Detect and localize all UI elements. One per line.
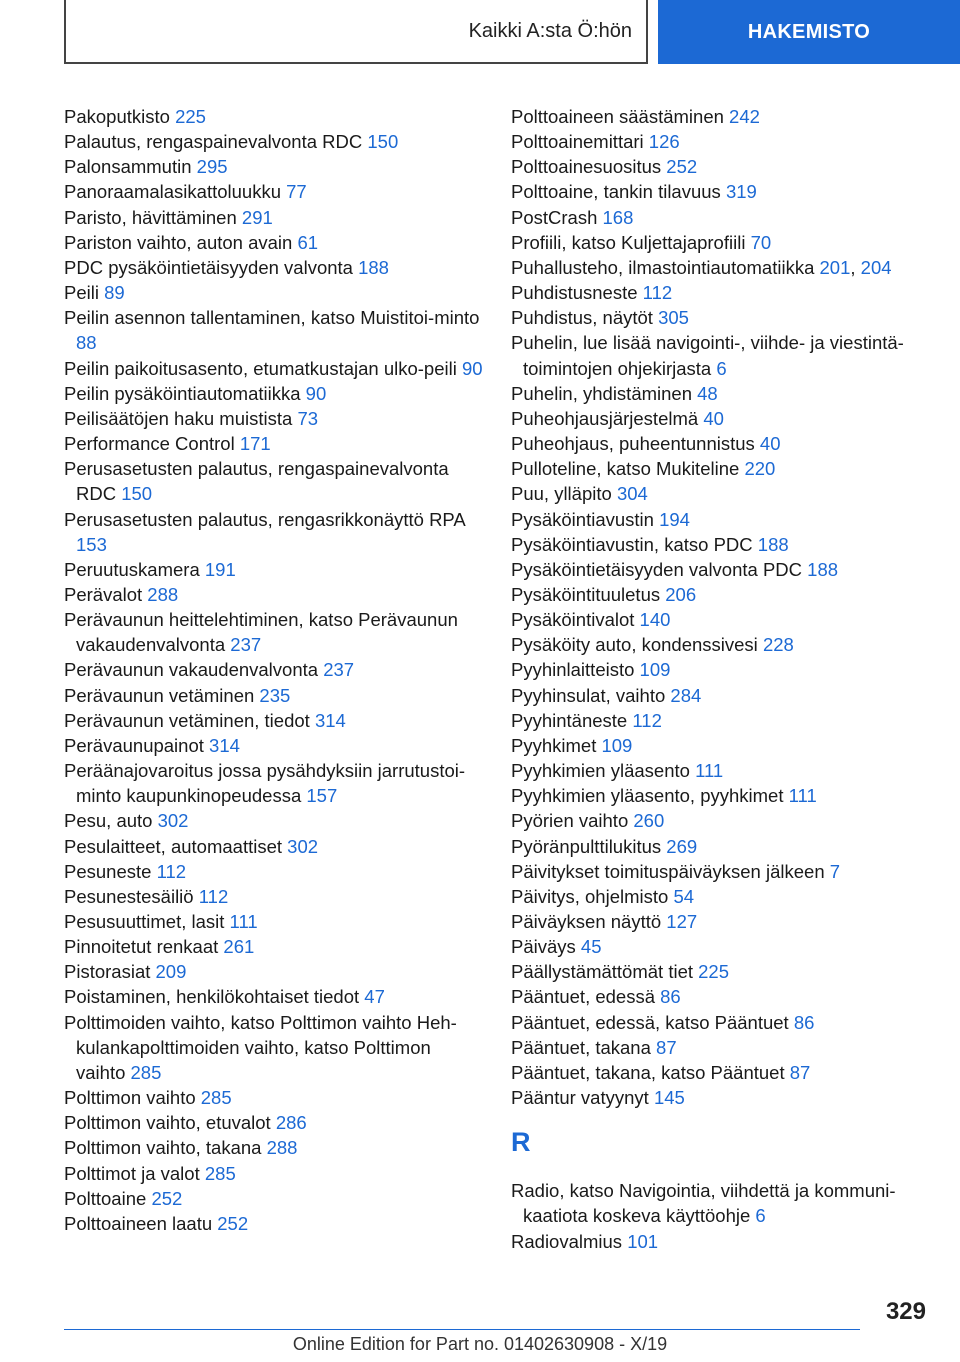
index-entry [64,607,484,657]
page-link[interactable]: 225 [175,106,206,127]
page-link[interactable]: 168 [602,206,634,228]
page-link[interactable]: 288 [147,583,179,605]
index-entry [511,1229,921,1254]
index-entry [64,758,484,808]
page-link[interactable]: 109 [639,659,671,681]
index-term: Pääntuet, edessä, katso Pääntuet [511,1011,789,1033]
index-entry [64,582,484,607]
index-term: Peilin paikoitusasento, etumatkustajan ulko-peili [64,357,457,379]
index-term: Päiväyksen näyttö [511,911,662,932]
page-link[interactable]: 260 [633,810,665,832]
index-term: Radiovalmius [511,1230,623,1252]
tab-index-label: Kaikki A:sta Ö:hön [468,19,632,42]
index-entry [64,507,484,557]
index-term: Pysäköity auto, kondenssivesi [511,634,758,656]
index-entry [511,783,921,808]
index-term: Puhdistus, näytöt [511,307,653,329]
index-term: PDC pysäköintietäisyyden valvonta [64,256,353,278]
index-entry [64,104,484,129]
index-term: Pyyhintäneste [511,709,628,731]
index-entry [64,733,484,758]
index-term: Palautus, rengaspainevalvonta RDC [64,131,363,153]
page-link[interactable]: 111 [695,760,724,782]
index-entry [64,909,484,934]
page-link[interactable]: 302 [157,810,189,832]
index-term: Puhelin, yhdistäminen [511,382,692,404]
index-term: Pyyhkimien yläasento, pyyhkimet [511,785,784,807]
page-link[interactable]: 314 [314,709,346,731]
page-link[interactable]: 319 [725,181,757,203]
index-entry [64,834,484,859]
page-link[interactable]: 73 [297,407,319,429]
index-entry [64,657,484,682]
index-term: Palonsammutin [64,156,192,178]
page-link[interactable]: 242 [729,106,760,127]
index-entry [511,1085,921,1110]
index-term: Puhallusteho, ilmastointiautomatiikka [511,256,815,278]
page-link[interactable]: 252 [666,156,698,178]
page-link[interactable]: 47 [364,986,385,1008]
page-link[interactable]: 269 [666,835,698,857]
index-term: Polttimon vaihto [64,1087,196,1109]
page-link[interactable]: 112 [198,885,229,907]
index-term: Polttimon vaihto, etuvalot [64,1112,271,1134]
index-term: Pistorasiat [64,961,151,983]
page-link[interactable]: 88 [76,332,97,354]
tab-active-label: HAKEMISTO [747,20,871,43]
page-link[interactable]: 86 [660,986,681,1008]
index-term: Paristo, hävittäminen [64,206,237,228]
index-entry [64,1135,484,1160]
index-entry [511,607,921,632]
index-entry [511,230,921,255]
page-link[interactable]: 89 [104,282,125,304]
page-link[interactable]: 112 [632,709,662,731]
index-entry [511,179,921,204]
page-link[interactable]: 204 [860,256,892,278]
page-link[interactable]: 188 [358,256,389,278]
section-letter: R [511,1127,531,1158]
index-term: Puheohjausjärjestelmä [511,407,699,429]
index-entry [64,431,484,456]
index-term: Pariston vaihto, auton avain [64,231,293,253]
index-entry [511,1060,921,1085]
index-term: Perävaunupainot [64,734,204,756]
page-link[interactable]: 201 [819,256,851,278]
page-link[interactable]: 101 [627,1230,659,1252]
index-entry [64,708,484,733]
page-link[interactable]: 77 [286,181,307,203]
page-link[interactable]: 285 [130,1061,162,1083]
page-link[interactable]: 90 [305,382,327,404]
index-entry [64,205,484,230]
index-entry [64,859,484,884]
page-link[interactable]: 112 [642,282,673,304]
page-link[interactable]: 288 [266,1137,298,1159]
page-link[interactable]: 237 [230,634,262,656]
index-entry [511,431,921,456]
page-link[interactable]: 252 [151,1187,183,1209]
index-entry [511,733,921,758]
index-term: Pyyhinsulat, vaihto [511,684,666,706]
index-term: Puheohjaus, puheentunnistus [511,433,755,455]
index-entry [64,456,484,506]
page-link[interactable]: 6 [755,1205,766,1227]
footer-edition: Online Edition for Part no. 01402630908 - X/19 [292,1334,668,1354]
index-column-right [511,104,921,1254]
page-link[interactable]: 140 [639,609,671,631]
index-term: Pysäköintituuletus [511,583,661,605]
page-link[interactable]: 291 [241,206,273,228]
page-link[interactable]: 188 [807,558,839,580]
index-entry [64,934,484,959]
index-term: Pysäköintietäisyyden valvonta PDC [511,558,803,580]
page-link[interactable]: 285 [204,1162,236,1184]
index-entry [64,356,484,381]
index-term: Perävaunun vetäminen, tiedot [64,709,310,731]
index-entry [64,1085,484,1110]
index-column-left [64,104,484,1236]
page-link[interactable]: 209 [155,961,187,983]
index-term: Pesunestesäiliö [64,885,194,907]
index-term: Peräänajovaroitus jossa pysähdyksiin jarrutustoi-minto kaupunkinopeudessa [64,760,466,807]
index-term: Pyyhinlaitteisto [511,659,635,681]
index-term: Polttoaine [64,1187,147,1209]
index-term: Pääntuet, takana, katso Pääntuet [511,1061,785,1083]
page-link[interactable]: 304 [616,483,648,505]
page-link[interactable]: 111 [229,911,258,932]
index-entry [511,381,921,406]
index-entry [64,984,484,1009]
page-link[interactable]: 127 [666,911,698,932]
index-term: Perävalot [64,583,143,605]
index-term: Radio, katso Navigointia, viihdettä ja kommuni-kaatiota koskeva käyttöohje [511,1180,896,1227]
page-link[interactable]: 157 [306,785,338,807]
index-term: Pesu, auto [64,810,153,832]
page-link[interactable]: 228 [762,634,794,656]
index-entry [64,305,484,355]
index-entry [511,507,921,532]
index-term: Peilisäätöjen haku muistista [64,407,293,429]
index-term: Peruutuskamera [64,558,200,580]
index-entry [511,104,921,129]
index-entry [64,808,484,833]
index-entry [64,1010,484,1085]
page-link[interactable]: 252 [217,1212,249,1234]
page-link[interactable]: 225 [698,961,730,983]
page-link[interactable]: 61 [297,231,319,253]
index-term: Poistaminen, henkilökohtaiset tiedot [64,986,360,1008]
index-term: PostCrash [511,206,598,228]
index-entry [511,808,921,833]
index-entry [511,532,921,557]
index-entry [64,1161,484,1186]
index-entry [511,657,921,682]
index-term: Perusasetusten palautus, rengaspainevalvonta RDC [64,458,449,505]
page-link[interactable]: 191 [204,558,236,580]
index-entry [511,280,921,305]
tab-index-main[interactable] [658,0,960,64]
index-term: Perävaunun heittelehtiminen, katso Perävaunun vakaudenvalvonta [64,609,458,656]
index-term: Polttoainemittari [511,131,644,153]
index-term: Päiväys [511,936,576,958]
index-term: Profiili, katso Kuljettajaprofiili [511,231,746,253]
page-link[interactable]: 45 [580,936,602,958]
page-link[interactable]: 314 [209,734,240,756]
page-link[interactable]: 109 [601,734,633,756]
page-link[interactable]: 86 [793,1011,815,1033]
index-term: Pakoputkisto [64,106,170,127]
index-entry [511,582,921,607]
index-term: Puhdistusneste [511,282,638,304]
page-link[interactable]: 87 [656,1036,677,1058]
index-entry [64,1211,484,1236]
page-link[interactable]: 286 [275,1112,307,1134]
page-link[interactable]: 40 [703,407,724,429]
index-entry [511,205,921,230]
index-entry [511,1178,921,1228]
footer-divider [64,1329,860,1330]
index-entry [511,683,921,708]
index-term: Polttimon vaihto, takana [64,1137,262,1159]
index-entry [511,330,921,380]
tab-index-a-to-z[interactable] [64,0,648,64]
page-link[interactable]: 171 [239,433,271,455]
page-link[interactable]: 111 [788,785,817,807]
index-entry [511,984,921,1009]
page-link[interactable]: 188 [757,533,789,555]
index-entry [64,683,484,708]
page-link[interactable]: 87 [789,1061,811,1083]
index-term: Pesulaitteet, automaattiset [64,835,283,857]
index-entry [64,255,484,280]
page-link[interactable]: 302 [287,835,319,857]
index-term: Pysäköintiavustin, katso PDC [511,533,753,555]
index-entry [511,708,921,733]
index-term: Polttoaineen laatu [64,1212,213,1234]
index-term: Pääntur vatyynyt [511,1087,649,1109]
index-entry [64,179,484,204]
index-entry [511,758,921,783]
page-link[interactable]: 237 [323,659,355,681]
index-term: Pesusuuttimet, lasit [64,911,225,932]
index-entry: Puhallusteho, ilmastointiautomatiikka 201, 204 [511,256,892,278]
index-entry [511,481,921,506]
index-term: Pyörien vaihto [511,810,629,832]
page-link[interactable]: 150 [121,483,153,505]
index-entry [64,959,484,984]
index-entry [64,280,484,305]
index-entry [511,959,921,984]
index-term: Pääntuet, takana [511,1036,651,1058]
index-entry [64,1186,484,1211]
index-entry [64,381,484,406]
index-term: Perusasetusten palautus, rengasrikkonäyttö RPA [64,508,465,530]
index-term: Puhelin, lue lisää navigointi-, viihde- ja viestintä-toimintojen ohjekirjasta [511,332,904,379]
page-link[interactable]: 7 [829,860,841,882]
header-bar [0,0,960,66]
index-term: Pysäköintivalot [511,609,635,631]
index-term: Perävaunun vetäminen [64,684,255,706]
page-link[interactable]: 70 [750,231,772,253]
index-term: Päivitys, ohjelmisto [511,885,669,907]
page-link[interactable]: 54 [673,885,695,907]
index-term: Polttimoiden vaihto, katso Polttimon vaihto Heh-kulankapolttimoiden vaihto, katso Polttimon vaihto [64,1011,457,1083]
page-link[interactable]: 235 [259,684,291,706]
index-entry [511,909,921,934]
index-entry [511,632,921,657]
index-entry [511,1010,921,1035]
index-term: Pyöränpulttilukitus [511,835,662,857]
index-entry [511,557,921,582]
index-term: Päällystämättömät tiet [511,961,693,983]
index-term: Peilin pysäköintiautomatiikka [64,382,301,404]
index-entry [64,557,484,582]
index-term: Perävaunun vakaudenvalvonta [64,659,319,681]
page-link[interactable]: 153 [76,533,107,555]
index-entry [64,406,484,431]
index-entry [511,406,921,431]
page-link[interactable]: 40 [759,433,781,455]
index-entry [511,1035,921,1060]
index-term: Polttimot ja valot [64,1162,200,1184]
page-link[interactable]: 48 [697,382,718,404]
page-link[interactable]: 261 [223,936,255,958]
index-entry [511,884,921,909]
index-entry [64,884,484,909]
index-entry [511,129,921,154]
index-term: Pinnoitetut renkaat [64,936,219,958]
page-link[interactable]: 150 [367,131,399,153]
index-entry [511,305,921,330]
page-link[interactable]: 90 [461,357,483,379]
page-link[interactable]: 112 [156,860,187,882]
page-link[interactable]: 126 [648,131,680,153]
page-link[interactable]: 220 [744,458,776,480]
page-link[interactable]: 6 [716,357,727,379]
page-link[interactable]: 295 [196,156,228,178]
index-term: Peilin asennon tallentaminen, katso Muistitoi-minto [64,307,480,329]
index-entry [511,154,921,179]
index-term: Pääntuet, edessä [511,986,655,1008]
index-entry [64,1110,484,1135]
index-term: Puu, ylläpito [511,483,612,505]
index-term: Polttoaine, tankin tilavuus [511,181,721,203]
index-entry [64,154,484,179]
page-link[interactable]: 285 [200,1087,232,1109]
index-term: Panoraamalasikattoluukku [64,181,281,203]
index-entry [511,456,921,481]
page-number: 329 [885,1298,926,1325]
index-entry [511,859,921,884]
page-link[interactable]: 284 [670,684,702,706]
page-link[interactable]: 206 [665,583,697,605]
page-link[interactable]: 194 [659,508,690,530]
index-term: Performance Control [64,433,235,455]
index-term: Peili [64,282,99,304]
index-term: Päivitykset toimituspäiväyksen jälkeen [511,860,825,882]
index-term: Pyyhkimet [511,734,597,756]
index-entry [511,934,921,959]
index-term: Polttoaineen säästäminen [511,106,724,127]
index-term: Pysäköintiavustin [511,508,654,530]
index-term: Pulloteline, katso Mukiteline [511,458,740,480]
index-entry [64,129,484,154]
index-entry [64,230,484,255]
index-term: Pesuneste [64,860,152,882]
index-entry [511,834,921,859]
index-term: Pyyhkimien yläasento [511,760,690,782]
page-link[interactable]: 145 [653,1087,685,1109]
page-link[interactable]: 305 [658,307,689,329]
index-term: Polttoainesuositus [511,156,662,178]
